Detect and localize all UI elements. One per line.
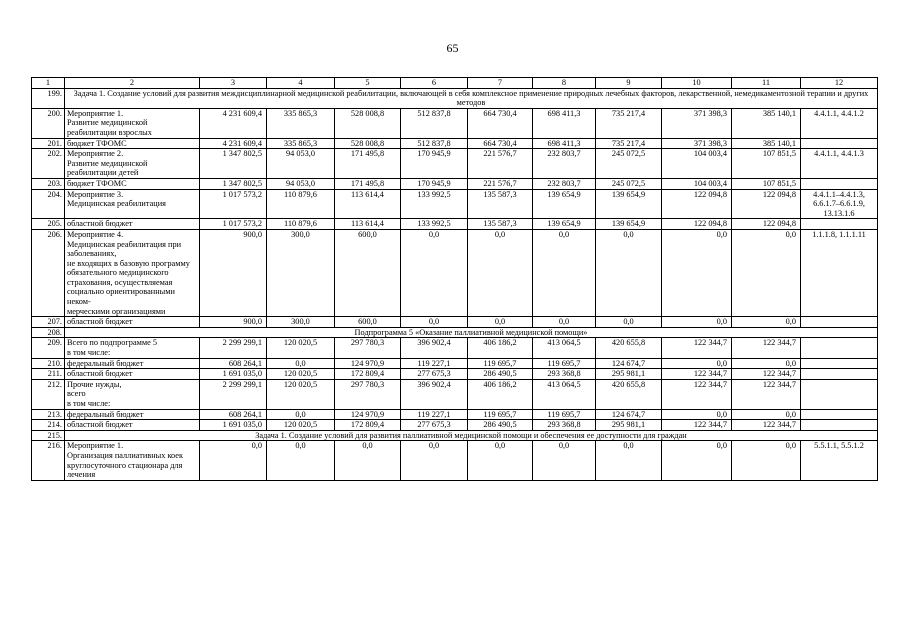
indicator-codes: 5.5.1.1, 5.5.1.2 [801, 441, 878, 480]
value-cell: 295 981,1 [596, 369, 662, 380]
value-cell: 120 020,5 [267, 379, 335, 409]
value-cell: 0,0 [468, 317, 533, 328]
value-cell: 120 020,5 [267, 420, 335, 431]
value-cell: 406 186,2 [468, 338, 533, 358]
row-number: 203. [32, 178, 65, 189]
value-cell: 119 227,1 [401, 409, 468, 420]
value-cell: 135 587,3 [468, 189, 533, 219]
value-cell: 371 398,3 [662, 108, 732, 138]
indicator-codes: 4.4.1.1, 4.4.1.2 [801, 108, 878, 138]
column-header: 6 [401, 78, 468, 89]
value-cell: 122 344,7 [662, 420, 732, 431]
value-cell: 171 495,8 [335, 178, 401, 189]
value-cell: 119 695,7 [533, 409, 596, 420]
section-title: Задача 1. Создание условий для развития паллиативной медицинской помощи и обеспечения ее доступности для граждан [65, 430, 878, 441]
value-cell: 94 053,0 [267, 149, 335, 179]
value-cell: 232 803,7 [533, 178, 596, 189]
value-cell: 2 299 299,1 [200, 338, 267, 358]
indicator-codes [801, 178, 878, 189]
indicator-codes [801, 409, 878, 420]
table-row [32, 317, 878, 328]
column-header: 1 [32, 78, 65, 89]
value-cell: 900,0 [200, 317, 267, 328]
header-row [32, 78, 878, 89]
indicator-codes: 4.4.1.1, 4.4.1.3 [801, 149, 878, 179]
row-number: 210. [32, 358, 65, 369]
value-cell: 295 981,1 [596, 420, 662, 431]
row-number: 215. [32, 430, 65, 441]
value-cell: 286 490,5 [468, 369, 533, 380]
value-cell: 110 879,6 [267, 189, 335, 219]
value-cell: 119 695,7 [468, 358, 533, 369]
value-cell: 420 655,8 [596, 379, 662, 409]
item-name: областной бюджет [65, 420, 200, 431]
table-row [32, 149, 878, 179]
item-name: Мероприятие 2. Развитие медицинской реабилитации детей [65, 149, 200, 179]
value-cell: 139 654,9 [596, 219, 662, 230]
value-cell: 122 344,7 [732, 420, 801, 431]
row-number: 206. [32, 229, 65, 316]
item-name: Мероприятие 1. Развитие медицинской реабилитации взрослых [65, 108, 200, 138]
section-row [32, 430, 878, 441]
indicator-codes [801, 138, 878, 149]
value-cell: 0,0 [401, 317, 468, 328]
value-cell: 139 654,9 [596, 189, 662, 219]
value-cell: 122 344,7 [732, 379, 801, 409]
value-cell: 104 003,4 [662, 178, 732, 189]
indicator-codes [801, 358, 878, 369]
value-cell: 104 003,4 [662, 149, 732, 179]
value-cell: 122 344,7 [662, 338, 732, 358]
indicator-codes [801, 369, 878, 380]
value-cell: 170 945,9 [401, 149, 468, 179]
value-cell: 608 264,1 [200, 409, 267, 420]
indicator-codes [801, 379, 878, 409]
value-cell: 0,0 [401, 441, 468, 480]
value-cell: 120 020,5 [267, 369, 335, 380]
item-name: федеральный бюджет [65, 358, 200, 369]
table-row [32, 379, 878, 409]
row-number: 200. [32, 108, 65, 138]
value-cell: 297 780,3 [335, 379, 401, 409]
item-name: областной бюджет [65, 369, 200, 380]
value-cell: 664 730,4 [468, 138, 533, 149]
indicator-codes: 4.4.1.1–4.4.1.3, 6.6.1.7–6.6.1.9, 13.13.1.6 [801, 189, 878, 219]
item-name: Мероприятие 3. Медицинская реабилитация [65, 189, 200, 219]
value-cell: 120 020,5 [267, 338, 335, 358]
value-cell: 1 691 035,0 [200, 369, 267, 380]
value-cell: 293 368,8 [533, 369, 596, 380]
value-cell: 245 072,5 [596, 149, 662, 179]
value-cell: 0,0 [732, 441, 801, 480]
indicator-codes [801, 219, 878, 230]
table-body [32, 78, 878, 481]
indicator-codes [801, 420, 878, 431]
value-cell: 2 299 299,1 [200, 379, 267, 409]
row-number: 202. [32, 149, 65, 179]
value-cell: 406 186,2 [468, 379, 533, 409]
item-name: бюджет ТФОМС [65, 138, 200, 149]
row-number: 211. [32, 369, 65, 380]
value-cell: 119 227,1 [401, 358, 468, 369]
value-cell: 293 368,8 [533, 420, 596, 431]
row-number: 201. [32, 138, 65, 149]
value-cell: 300,0 [267, 229, 335, 316]
value-cell: 124 970,9 [335, 409, 401, 420]
value-cell: 698 411,3 [533, 108, 596, 138]
value-cell: 0,0 [401, 229, 468, 316]
indicator-codes [801, 338, 878, 358]
column-header: 3 [200, 78, 267, 89]
item-name: Мероприятие 4. Медицинская реабилитация при заболеваниях, не входящих в базовую программу обязательного медицинского страхования, осуществляемая социально ориентированными неком- мерческими организациями [65, 229, 200, 316]
value-cell: 1 347 802,5 [200, 149, 267, 179]
value-cell: 122 094,8 [662, 189, 732, 219]
value-cell: 608 264,1 [200, 358, 267, 369]
value-cell: 139 654,9 [533, 189, 596, 219]
value-cell: 420 655,8 [596, 338, 662, 358]
value-cell: 286 490,5 [468, 420, 533, 431]
value-cell: 122 094,8 [662, 219, 732, 230]
value-cell: 300,0 [267, 317, 335, 328]
value-cell: 94 053,0 [267, 178, 335, 189]
value-cell: 170 945,9 [401, 178, 468, 189]
value-cell: 600,0 [335, 317, 401, 328]
value-cell: 133 992,5 [401, 189, 468, 219]
value-cell: 0,0 [662, 409, 732, 420]
item-name: областной бюджет [65, 317, 200, 328]
column-header: 11 [732, 78, 801, 89]
value-cell: 133 992,5 [401, 219, 468, 230]
value-cell: 277 675,3 [401, 369, 468, 380]
value-cell: 1 691 035,0 [200, 420, 267, 431]
value-cell: 371 398,3 [662, 138, 732, 149]
table-row [32, 178, 878, 189]
value-cell: 135 587,3 [468, 219, 533, 230]
table-row [32, 441, 878, 480]
table-row [32, 409, 878, 420]
item-name: Прочие нужды, всего в том числе: [65, 379, 200, 409]
budget-table [31, 77, 878, 481]
value-cell: 110 879,6 [267, 219, 335, 230]
value-cell: 113 614,4 [335, 189, 401, 219]
value-cell: 512 837,8 [401, 138, 468, 149]
value-cell: 0,0 [596, 229, 662, 316]
item-name: областной бюджет [65, 219, 200, 230]
table-row [32, 108, 878, 138]
value-cell: 1 347 802,5 [200, 178, 267, 189]
value-cell: 0,0 [267, 441, 335, 480]
value-cell: 245 072,5 [596, 178, 662, 189]
section-row [32, 327, 878, 338]
value-cell: 122 094,8 [732, 189, 801, 219]
section-row [32, 88, 878, 108]
value-cell: 0,0 [200, 441, 267, 480]
value-cell: 512 837,8 [401, 108, 468, 138]
value-cell: 277 675,3 [401, 420, 468, 431]
item-name: бюджет ТФОМС [65, 178, 200, 189]
row-number: 205. [32, 219, 65, 230]
indicator-codes [801, 317, 878, 328]
value-cell: 0,0 [662, 441, 732, 480]
indicator-codes: 1.1.1.8, 1.1.1.11 [801, 229, 878, 316]
row-number: 212. [32, 379, 65, 409]
value-cell: 335 865,3 [267, 138, 335, 149]
row-number: 204. [32, 189, 65, 219]
value-cell: 122 344,7 [732, 338, 801, 358]
value-cell: 124 674,7 [596, 358, 662, 369]
value-cell: 113 614,4 [335, 219, 401, 230]
value-cell: 0,0 [732, 229, 801, 316]
value-cell: 172 809,4 [335, 369, 401, 380]
value-cell: 528 008,8 [335, 138, 401, 149]
column-header: 9 [596, 78, 662, 89]
value-cell: 385 140,1 [732, 138, 801, 149]
value-cell: 0,0 [662, 317, 732, 328]
value-cell: 396 902,4 [401, 338, 468, 358]
value-cell: 0,0 [335, 441, 401, 480]
value-cell: 119 695,7 [533, 358, 596, 369]
value-cell: 735 217,4 [596, 138, 662, 149]
column-header: 8 [533, 78, 596, 89]
item-name: федеральный бюджет [65, 409, 200, 420]
value-cell: 0,0 [267, 409, 335, 420]
value-cell: 4 231 609,4 [200, 138, 267, 149]
value-cell: 0,0 [732, 358, 801, 369]
table-row [32, 420, 878, 431]
section-title: Задача 1. Создание условий для развития междисциплинарной медицинской реабилитации, включающей в себя комплексное применение природных лечебных факторов, лекарственной, немедикаментозной терапии и других методов [65, 88, 878, 108]
value-cell: 0,0 [662, 358, 732, 369]
value-cell: 172 809,4 [335, 420, 401, 431]
value-cell: 528 008,8 [335, 108, 401, 138]
value-cell: 900,0 [200, 229, 267, 316]
value-cell: 124 674,7 [596, 409, 662, 420]
item-name: Мероприятие 1. Организация паллиативных коек круглосуточного стационара для лечения [65, 441, 200, 480]
column-header: 7 [468, 78, 533, 89]
value-cell: 0,0 [596, 317, 662, 328]
value-cell: 122 344,7 [662, 369, 732, 380]
value-cell: 1 017 573,2 [200, 189, 267, 219]
column-header: 2 [65, 78, 200, 89]
value-cell: 0,0 [596, 441, 662, 480]
value-cell: 0,0 [533, 229, 596, 316]
table-row [32, 219, 878, 230]
value-cell: 396 902,4 [401, 379, 468, 409]
value-cell: 1 017 573,2 [200, 219, 267, 230]
page-number: 65 [446, 41, 459, 55]
value-cell: 0,0 [732, 409, 801, 420]
column-header: 5 [335, 78, 401, 89]
value-cell: 107 851,5 [732, 178, 801, 189]
value-cell: 221 576,7 [468, 178, 533, 189]
row-number: 209. [32, 338, 65, 358]
item-name: Всего по подпрограмме 5 в том числе: [65, 338, 200, 358]
row-number: 207. [32, 317, 65, 328]
value-cell: 735 217,4 [596, 108, 662, 138]
value-cell: 0,0 [533, 317, 596, 328]
value-cell: 0,0 [267, 358, 335, 369]
value-cell: 335 865,3 [267, 108, 335, 138]
value-cell: 385 140,1 [732, 108, 801, 138]
section-title: Подпрограмма 5 «Оказание паллиативной медицинской помощи» [65, 327, 878, 338]
value-cell: 413 064,5 [533, 379, 596, 409]
value-cell: 0,0 [533, 441, 596, 480]
column-header: 10 [662, 78, 732, 89]
table-row [32, 189, 878, 219]
row-number: 216. [32, 441, 65, 480]
value-cell: 600,0 [335, 229, 401, 316]
row-number: 214. [32, 420, 65, 431]
value-cell: 664 730,4 [468, 108, 533, 138]
value-cell: 171 495,8 [335, 149, 401, 179]
row-number: 208. [32, 327, 65, 338]
value-cell: 124 970,9 [335, 358, 401, 369]
value-cell: 122 344,7 [732, 369, 801, 380]
value-cell: 4 231 609,4 [200, 108, 267, 138]
row-number: 213. [32, 409, 65, 420]
value-cell: 0,0 [662, 229, 732, 316]
value-cell: 0,0 [468, 229, 533, 316]
table-row [32, 229, 878, 316]
value-cell: 122 094,8 [732, 219, 801, 230]
value-cell: 122 344,7 [662, 379, 732, 409]
column-header: 4 [267, 78, 335, 89]
value-cell: 698 411,3 [533, 138, 596, 149]
table-row [32, 369, 878, 380]
value-cell: 0,0 [732, 317, 801, 328]
table-row [32, 138, 878, 149]
value-cell: 221 576,7 [468, 149, 533, 179]
value-cell: 413 064,5 [533, 338, 596, 358]
table-row [32, 358, 878, 369]
value-cell: 297 780,3 [335, 338, 401, 358]
value-cell: 232 803,7 [533, 149, 596, 179]
table-row [32, 338, 878, 358]
value-cell: 107 851,5 [732, 149, 801, 179]
row-number: 199. [32, 88, 65, 108]
value-cell: 119 695,7 [468, 409, 533, 420]
column-header: 12 [801, 78, 878, 89]
value-cell: 0,0 [468, 441, 533, 480]
value-cell: 139 654,9 [533, 219, 596, 230]
